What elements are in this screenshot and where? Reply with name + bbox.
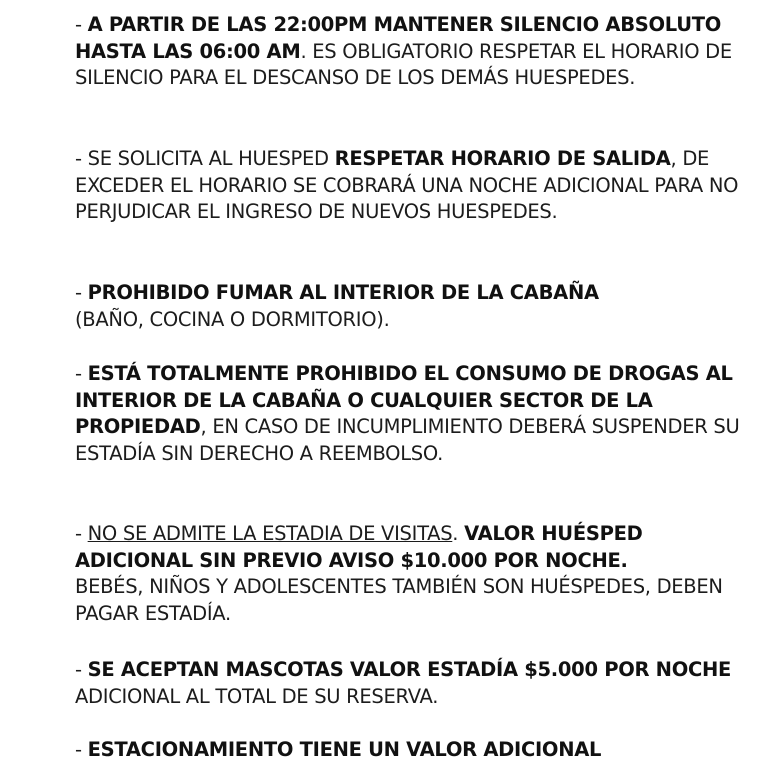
rule-underlined-text: NO SE ADMITE LA ESTADIA DE VISITAS bbox=[87, 522, 453, 545]
rule-dash: - bbox=[75, 522, 88, 545]
rule-visitors bbox=[75, 521, 755, 627]
rule-text: ADICIONAL AL TOTAL DE SU RESERVA. bbox=[75, 684, 439, 708]
rule-text: . bbox=[452, 522, 465, 545]
rule-dash: - bbox=[75, 147, 88, 170]
rule-no-smoking bbox=[75, 280, 755, 333]
rule-dash: - bbox=[75, 281, 88, 304]
rule-checkout-time bbox=[75, 146, 755, 226]
rule-bold-text: VALOR HUÉSPED ADICIONAL SIN PREVIO AVISO $10.000 POR NOCHE. bbox=[75, 522, 643, 572]
rule-bold-text: ESTACIONAMIENTO TIENE UN VALOR ADICIONAL bbox=[87, 738, 602, 761]
rule-text: , DE EXCEDER EL HORARIO SE COBRARÁ UNA NOCHE ADICIONAL PARA NO PERJUDICAR EL INGRESO DE NUEVOS HUESPEDES. bbox=[75, 147, 739, 223]
rule-dash: - bbox=[75, 362, 88, 385]
rule-parking bbox=[75, 737, 755, 764]
rule-quiet-hours bbox=[75, 12, 755, 92]
rule-text: SE SOLICITA AL HUESPED bbox=[87, 147, 335, 170]
rule-bold-text: SE ACEPTAN MASCOTAS VALOR ESTADÍA $5.000 POR NOCHE bbox=[87, 658, 732, 681]
rule-bold-text: RESPETAR HORARIO DE SALIDA bbox=[334, 147, 671, 170]
rule-dash: - bbox=[75, 658, 88, 681]
rule-text: BEBÉS, NIÑOS Y ADOLESCENTES TAMBIÉN SON HUÉSPEDES, DEBEN PAGAR ESTADÍA. bbox=[75, 575, 723, 625]
rule-dash: - bbox=[75, 738, 88, 761]
rule-dash: - bbox=[75, 13, 88, 36]
rule-bold-text: PROHIBIDO FUMAR AL INTERIOR DE LA CABAÑA bbox=[87, 281, 599, 304]
rule-pets bbox=[75, 657, 755, 710]
rule-bold-text: A PARTIR DE LAS 22:00PM MANTENER SILENCIO ABSOLUTO HASTA LAS 06:00 AM bbox=[75, 13, 722, 63]
rule-bold-text: ESTÁ TOTALMENTE PROHIBIDO EL CONSUMO DE DROGAS AL INTERIOR DE LA CABAÑA O CUALQUIER SECTOR DE LA PROPIEDAD bbox=[75, 362, 733, 438]
rule-text: (BAÑO, COCINA O DORMITORIO). bbox=[75, 307, 390, 331]
rule-no-drugs bbox=[75, 361, 755, 467]
rule-text: , EN CASO DE INCUMPLIMIENTO DEBERÁ SUSPENDER SU ESTADÍA SIN DERECHO A REEMBOLSO. bbox=[75, 415, 740, 465]
rule-text: . ES OBLIGATORIO RESPETAR EL HORARIO DE SILENCIO PARA EL DESCANSO DE LOS DEMÁS HUESPEDES. bbox=[75, 39, 732, 89]
